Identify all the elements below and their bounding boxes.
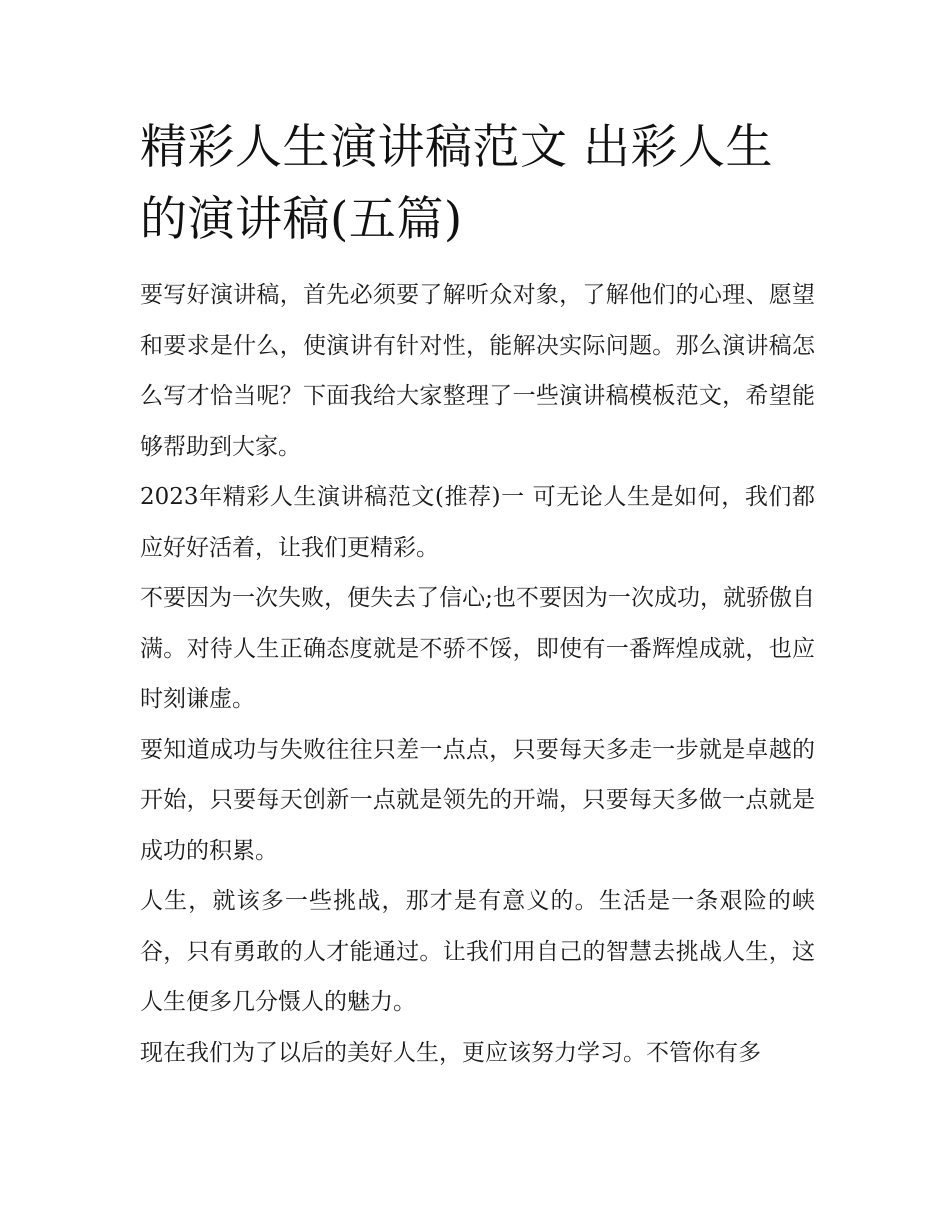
document-title: 精彩人生演讲稿范文 出彩人生的演讲稿(五篇) <box>140 120 773 247</box>
paragraph-1: 2023年精彩人生演讲稿范文(推荐)一 可无论人生是如何，我们都应好好活着，让我们更精彩。 <box>140 484 815 561</box>
paragraph-3: 要知道成功与失败往往只差一点点，只要每天多走一步就是卓越的开始，只要每天创新一点就是领先的开端，只要每天多做一点就是成功的积累。 <box>140 736 815 864</box>
paragraph-intro: 要写好演讲稿，首先必须要了解听众对象，了解他们的心理、愿望和要求是什么，使演讲有针对性，能解决实际问题。那么演讲稿怎么写才恰当呢？下面我给大家整理了一些演讲稿模板范文，希望能够帮助到大家。 <box>140 282 815 460</box>
paragraph-5: 现在我们为了以后的美好人生，更应该努力学习。不管你有多 <box>140 1039 761 1066</box>
document-body <box>140 112 815 1078</box>
paragraph-4: 人生，就该多一些挑战，那才是有意义的。生活是一条艰险的峡谷，只有勇敢的人才能通过。让我们用自己的智慧去挑战人生，这人生便多几分慑人的魅力。 <box>140 888 815 1015</box>
paragraph-2: 不要因为一次失败，便失去了信心;也不要因为一次成功，就骄傲自满。对待人生正确态度就是不骄不馁，即使有一番辉煌成就，也应时刻谦虚。 <box>140 585 815 712</box>
